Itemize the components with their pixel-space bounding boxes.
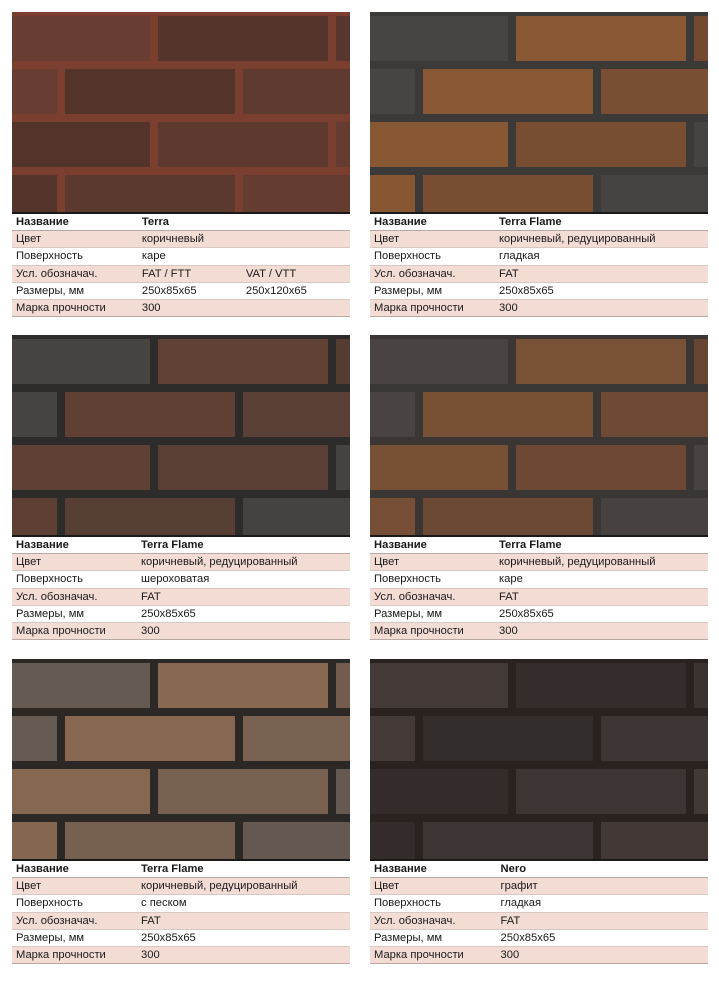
brick-shade bbox=[370, 445, 508, 490]
product-card-terra-flame-sand bbox=[12, 659, 350, 964]
brick-photo bbox=[12, 12, 350, 212]
brick-photo bbox=[370, 12, 708, 212]
label-color: Цвет bbox=[12, 231, 138, 248]
value-strength: 300 bbox=[137, 622, 350, 639]
brick-shade bbox=[694, 16, 708, 61]
value-surface: гладкая bbox=[495, 248, 708, 265]
brick-shade bbox=[12, 175, 57, 212]
brick-shade bbox=[370, 175, 415, 212]
value-size: 250x85x65 bbox=[137, 929, 242, 946]
value-surface: шероховатая bbox=[137, 571, 350, 588]
label-size: Размеры, мм bbox=[370, 605, 495, 622]
value-name: Nero bbox=[497, 860, 708, 878]
spec-table bbox=[370, 859, 708, 964]
brick-shade bbox=[65, 498, 235, 535]
value-color: коричневый bbox=[138, 231, 350, 248]
product-card-terra-flame-kare bbox=[370, 335, 708, 640]
brick-shade bbox=[601, 822, 708, 859]
value-strength: 300 bbox=[497, 946, 708, 963]
value-size: 250x85x65 bbox=[495, 282, 600, 299]
value-size-2 bbox=[600, 605, 708, 622]
value-size-2 bbox=[242, 605, 350, 622]
value-code: FAT bbox=[497, 912, 602, 929]
brick-shade bbox=[65, 716, 235, 761]
value-strength: 300 bbox=[495, 299, 708, 316]
brick-shade bbox=[12, 122, 150, 167]
brick-shade bbox=[65, 69, 235, 114]
brick-shade bbox=[601, 175, 708, 212]
label-color: Цвет bbox=[12, 878, 137, 895]
brick-shade bbox=[370, 122, 508, 167]
value-name: Terra Flame bbox=[495, 213, 708, 231]
value-code: FAT bbox=[137, 912, 242, 929]
brick-shade bbox=[423, 716, 593, 761]
value-size: 250x85x65 bbox=[137, 605, 242, 622]
brick-shade bbox=[12, 663, 150, 708]
brick-shade bbox=[516, 339, 686, 384]
label-code: Усл. обозначач. bbox=[12, 912, 137, 929]
value-code-2 bbox=[242, 588, 350, 605]
brick-shade bbox=[370, 822, 415, 859]
label-surface: Поверхность bbox=[12, 248, 138, 265]
value-color: коричневый, редуцированный bbox=[137, 878, 350, 895]
value-surface: каре bbox=[495, 571, 708, 588]
label-strength: Марка прочности bbox=[370, 299, 495, 316]
value-surface: гладкая bbox=[497, 895, 708, 912]
value-code-2 bbox=[600, 265, 708, 282]
brick-shade bbox=[370, 663, 508, 708]
brick-shade bbox=[158, 122, 328, 167]
value-code-2 bbox=[600, 588, 708, 605]
value-size-2 bbox=[242, 929, 350, 946]
product-card-terra-flame-rough bbox=[12, 335, 350, 640]
value-size: 250x85x65 bbox=[495, 605, 600, 622]
brick-shade bbox=[12, 716, 57, 761]
label-name: Название bbox=[12, 213, 138, 231]
brick-shade bbox=[336, 16, 350, 61]
value-name: Terra Flame bbox=[137, 860, 350, 878]
label-size: Размеры, мм bbox=[370, 929, 497, 946]
value-strength: 300 bbox=[495, 622, 708, 639]
brick-shade bbox=[12, 822, 57, 859]
brick-shade bbox=[370, 498, 415, 535]
brick-shade bbox=[65, 392, 235, 437]
value-code: FAT bbox=[137, 588, 242, 605]
brick-shade bbox=[370, 339, 508, 384]
label-size: Размеры, мм bbox=[370, 282, 495, 299]
brick-shade bbox=[694, 339, 708, 384]
spec-table bbox=[12, 859, 350, 964]
brick-shade bbox=[423, 498, 593, 535]
label-size: Размеры, мм bbox=[12, 282, 138, 299]
spec-table bbox=[370, 212, 708, 317]
value-size-2: 250x120x65 bbox=[242, 282, 350, 299]
brick-shade bbox=[336, 122, 350, 167]
product-card-terra-flame-smooth bbox=[370, 12, 708, 317]
brick-shade bbox=[694, 769, 708, 814]
label-color: Цвет bbox=[12, 554, 137, 571]
product-card-nero bbox=[370, 659, 708, 964]
value-surface: с песком bbox=[137, 895, 350, 912]
brick-shade bbox=[423, 175, 593, 212]
value-color: коричневый, редуцированный bbox=[495, 231, 708, 248]
label-color: Цвет bbox=[370, 878, 497, 895]
brick-shade bbox=[243, 175, 350, 212]
brick-shade bbox=[336, 339, 350, 384]
brick-shade bbox=[65, 822, 235, 859]
brick-shade bbox=[12, 445, 150, 490]
label-name: Название bbox=[370, 860, 497, 878]
brick-shade bbox=[12, 769, 150, 814]
brick-shade bbox=[12, 498, 57, 535]
label-code: Усл. обозначач. bbox=[370, 912, 497, 929]
brick-shade bbox=[423, 822, 593, 859]
value-surface: каре bbox=[138, 248, 350, 265]
value-size: 250x85x65 bbox=[138, 282, 242, 299]
spec-table bbox=[370, 535, 708, 640]
brick-shade bbox=[516, 122, 686, 167]
label-surface: Поверхность bbox=[370, 895, 497, 912]
brick-shade bbox=[243, 822, 350, 859]
brick-shade bbox=[158, 663, 328, 708]
brick-shade bbox=[336, 445, 350, 490]
brick-shade bbox=[516, 769, 686, 814]
brick-photo bbox=[12, 335, 350, 535]
brick-shade bbox=[336, 769, 350, 814]
label-color: Цвет bbox=[370, 554, 495, 571]
label-surface: Поверхность bbox=[12, 571, 137, 588]
brick-shade bbox=[65, 175, 235, 212]
brick-shade bbox=[12, 16, 150, 61]
brick-shade bbox=[516, 445, 686, 490]
brick-shade bbox=[694, 663, 708, 708]
value-size: 250x85x65 bbox=[497, 929, 602, 946]
value-code: FAT bbox=[495, 265, 600, 282]
brick-shade bbox=[370, 392, 415, 437]
brick-shade bbox=[158, 445, 328, 490]
label-surface: Поверхность bbox=[12, 895, 137, 912]
brick-shade bbox=[158, 16, 328, 61]
product-card-terra bbox=[12, 12, 350, 317]
brick-shade bbox=[243, 498, 350, 535]
brick-photo bbox=[370, 659, 708, 859]
value-code-2: VAT / VTT bbox=[242, 265, 350, 282]
value-size-2 bbox=[602, 929, 709, 946]
label-code: Усл. обозначач. bbox=[12, 588, 137, 605]
brick-shade bbox=[694, 122, 708, 167]
brick-shade bbox=[601, 498, 708, 535]
value-color: коричневый, редуцированный bbox=[137, 554, 350, 571]
label-size: Размеры, мм bbox=[12, 605, 137, 622]
value-color: коричневый, редуцированный bbox=[495, 554, 708, 571]
value-code-2 bbox=[602, 912, 709, 929]
brick-shade bbox=[370, 716, 415, 761]
label-name: Название bbox=[370, 536, 495, 554]
label-strength: Марка прочности bbox=[370, 622, 495, 639]
value-name: Terra Flame bbox=[137, 536, 350, 554]
brick-shade bbox=[516, 16, 686, 61]
label-name: Название bbox=[12, 536, 137, 554]
spec-table bbox=[12, 535, 350, 640]
label-strength: Марка прочности bbox=[370, 946, 497, 963]
value-code: FAT bbox=[495, 588, 600, 605]
brick-shade bbox=[370, 16, 508, 61]
value-strength: 300 bbox=[138, 299, 350, 316]
label-code: Усл. обозначач. bbox=[370, 588, 495, 605]
brick-shade bbox=[423, 69, 593, 114]
brick-shade bbox=[370, 69, 415, 114]
value-code-2 bbox=[242, 912, 350, 929]
brick-shade bbox=[516, 663, 686, 708]
label-code: Усл. обозначач. bbox=[370, 265, 495, 282]
brick-shade bbox=[694, 445, 708, 490]
label-strength: Марка прочности bbox=[12, 299, 138, 316]
brick-shade bbox=[370, 769, 508, 814]
label-name: Название bbox=[370, 213, 495, 231]
brick-shade bbox=[158, 339, 328, 384]
spec-table bbox=[12, 212, 350, 317]
brick-photo bbox=[370, 335, 708, 535]
label-surface: Поверхность bbox=[370, 571, 495, 588]
value-name: Terra Flame bbox=[495, 536, 708, 554]
value-color: графит bbox=[497, 878, 708, 895]
value-size-2 bbox=[600, 282, 708, 299]
label-name: Название bbox=[12, 860, 137, 878]
label-size: Размеры, мм bbox=[12, 929, 137, 946]
value-name: Terra bbox=[138, 213, 350, 231]
brick-shade bbox=[423, 392, 593, 437]
brick-shade bbox=[158, 769, 328, 814]
value-strength: 300 bbox=[137, 946, 350, 963]
label-code: Усл. обозначач. bbox=[12, 265, 138, 282]
brick-shade bbox=[12, 69, 57, 114]
brick-photo bbox=[12, 659, 350, 859]
brick-shade bbox=[12, 339, 150, 384]
label-strength: Марка прочности bbox=[12, 946, 137, 963]
label-color: Цвет bbox=[370, 231, 495, 248]
brick-shade bbox=[12, 392, 57, 437]
label-surface: Поверхность bbox=[370, 248, 495, 265]
label-strength: Марка прочности bbox=[12, 622, 137, 639]
value-code: FAT / FTT bbox=[138, 265, 242, 282]
brick-shade bbox=[336, 663, 350, 708]
